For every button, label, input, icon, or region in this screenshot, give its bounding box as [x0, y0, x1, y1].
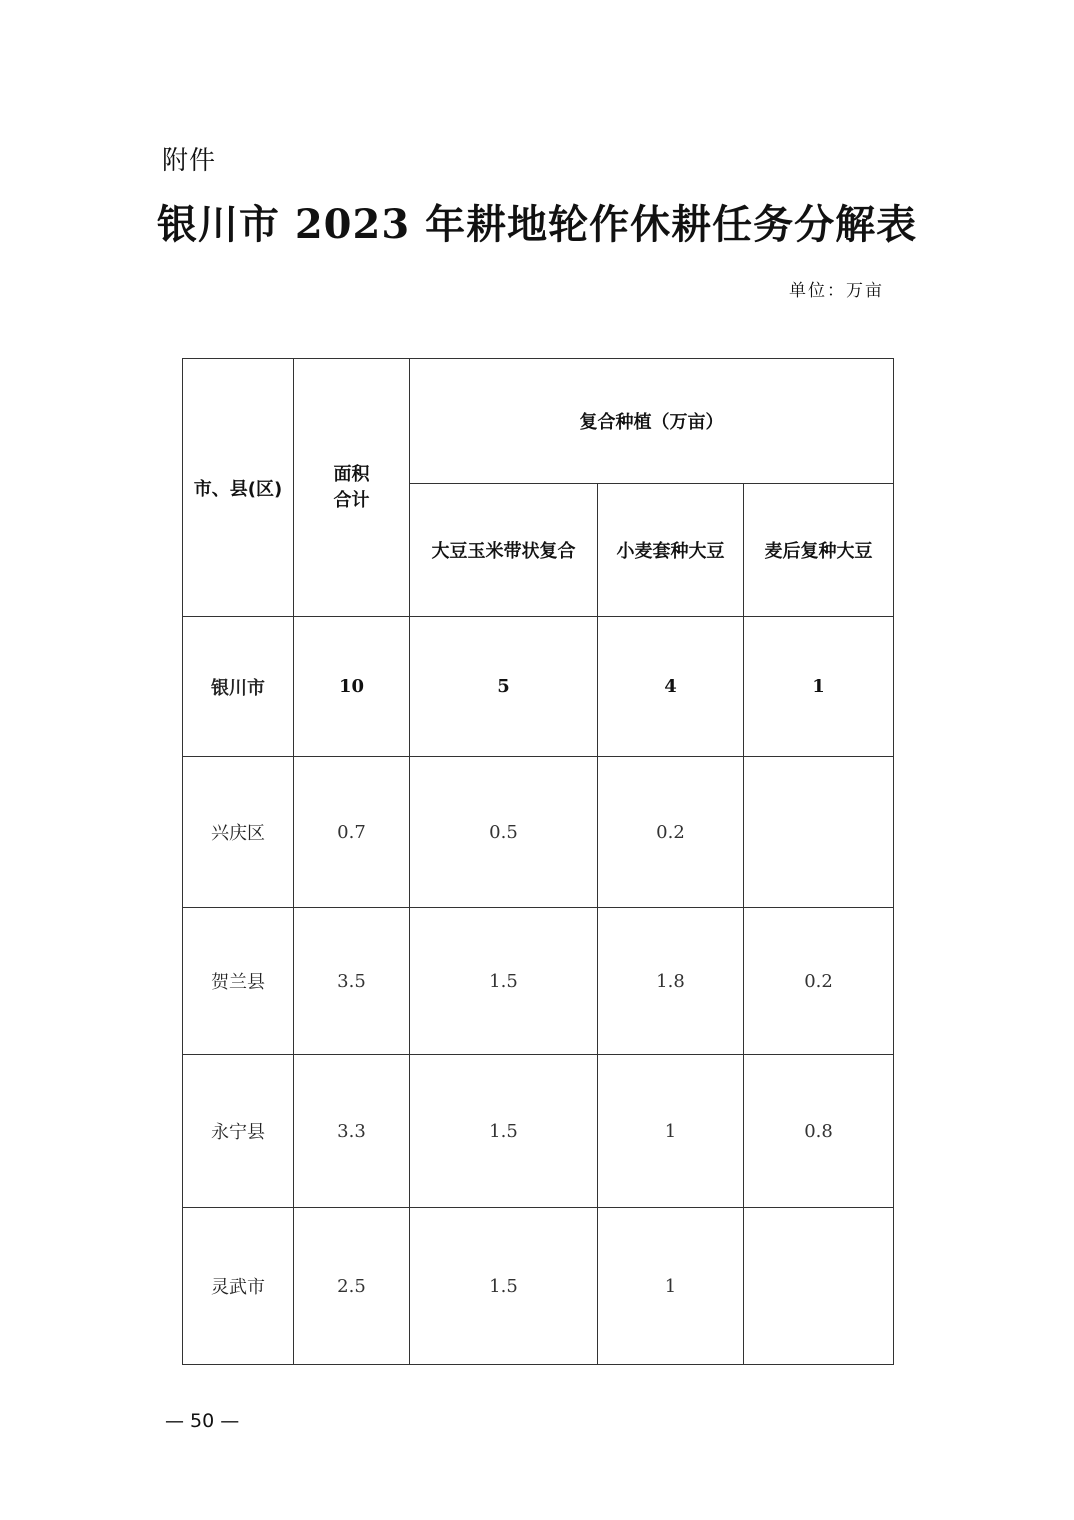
row-wheat-soy: 1 [598, 1208, 744, 1365]
row-soy-corn: 1.5 [410, 908, 598, 1055]
row-total: 0.7 [294, 757, 410, 908]
header-region: 市、县(区) [183, 359, 294, 617]
row-soy-corn: 5 [410, 617, 598, 757]
row-total: 10 [294, 617, 410, 757]
row-wheat-soy: 0.2 [598, 757, 744, 908]
row-wheat-soy: 1.8 [598, 908, 744, 1055]
row-region: 兴庆区 [183, 757, 294, 908]
row-region: 银川市 [183, 617, 294, 757]
row-total: 2.5 [294, 1208, 410, 1365]
page-title: 银川市 2023 年耕地轮作休耕任务分解表 [156, 201, 918, 248]
row-total: 3.3 [294, 1055, 410, 1208]
row-soy-corn: 0.5 [410, 757, 598, 908]
header-compound-planting: 复合种植（万亩） [410, 359, 894, 484]
header-soy-corn-strip: 大豆玉米带状复合 [410, 484, 598, 617]
header-after-wheat-soy: 麦后复种大豆 [744, 484, 894, 617]
row-soy-corn: 1.5 [410, 1055, 598, 1208]
row-after-wheat-soy: 0.8 [744, 1055, 894, 1208]
table-header-row [183, 359, 894, 484]
unit-label: 单位：万亩 [789, 281, 884, 301]
row-region: 灵武市 [183, 1208, 294, 1365]
row-after-wheat-soy [744, 1208, 894, 1365]
row-soy-corn: 1.5 [410, 1208, 598, 1365]
row-region: 贺兰县 [183, 908, 294, 1055]
table-row [183, 908, 894, 1055]
table-row [183, 1055, 894, 1208]
header-wheat-intercrop-soy: 小麦套种大豆 [598, 484, 744, 617]
table-row [183, 1208, 894, 1365]
row-after-wheat-soy [744, 757, 894, 908]
row-total: 3.5 [294, 908, 410, 1055]
row-wheat-soy: 4 [598, 617, 744, 757]
task-table [182, 358, 894, 1365]
row-after-wheat-soy: 0.2 [744, 908, 894, 1055]
row-wheat-soy: 1 [598, 1055, 744, 1208]
header-area-line1: 面积 [333, 463, 370, 485]
header-area-total [294, 359, 410, 617]
page-number: — 50 — [165, 1410, 240, 1432]
table-row [183, 757, 894, 908]
table-row [183, 617, 894, 757]
header-area-line2: 合计 [333, 489, 370, 511]
row-after-wheat-soy: 1 [744, 617, 894, 757]
row-region: 永宁县 [183, 1055, 294, 1208]
attachment-label: 附件 [162, 146, 217, 176]
